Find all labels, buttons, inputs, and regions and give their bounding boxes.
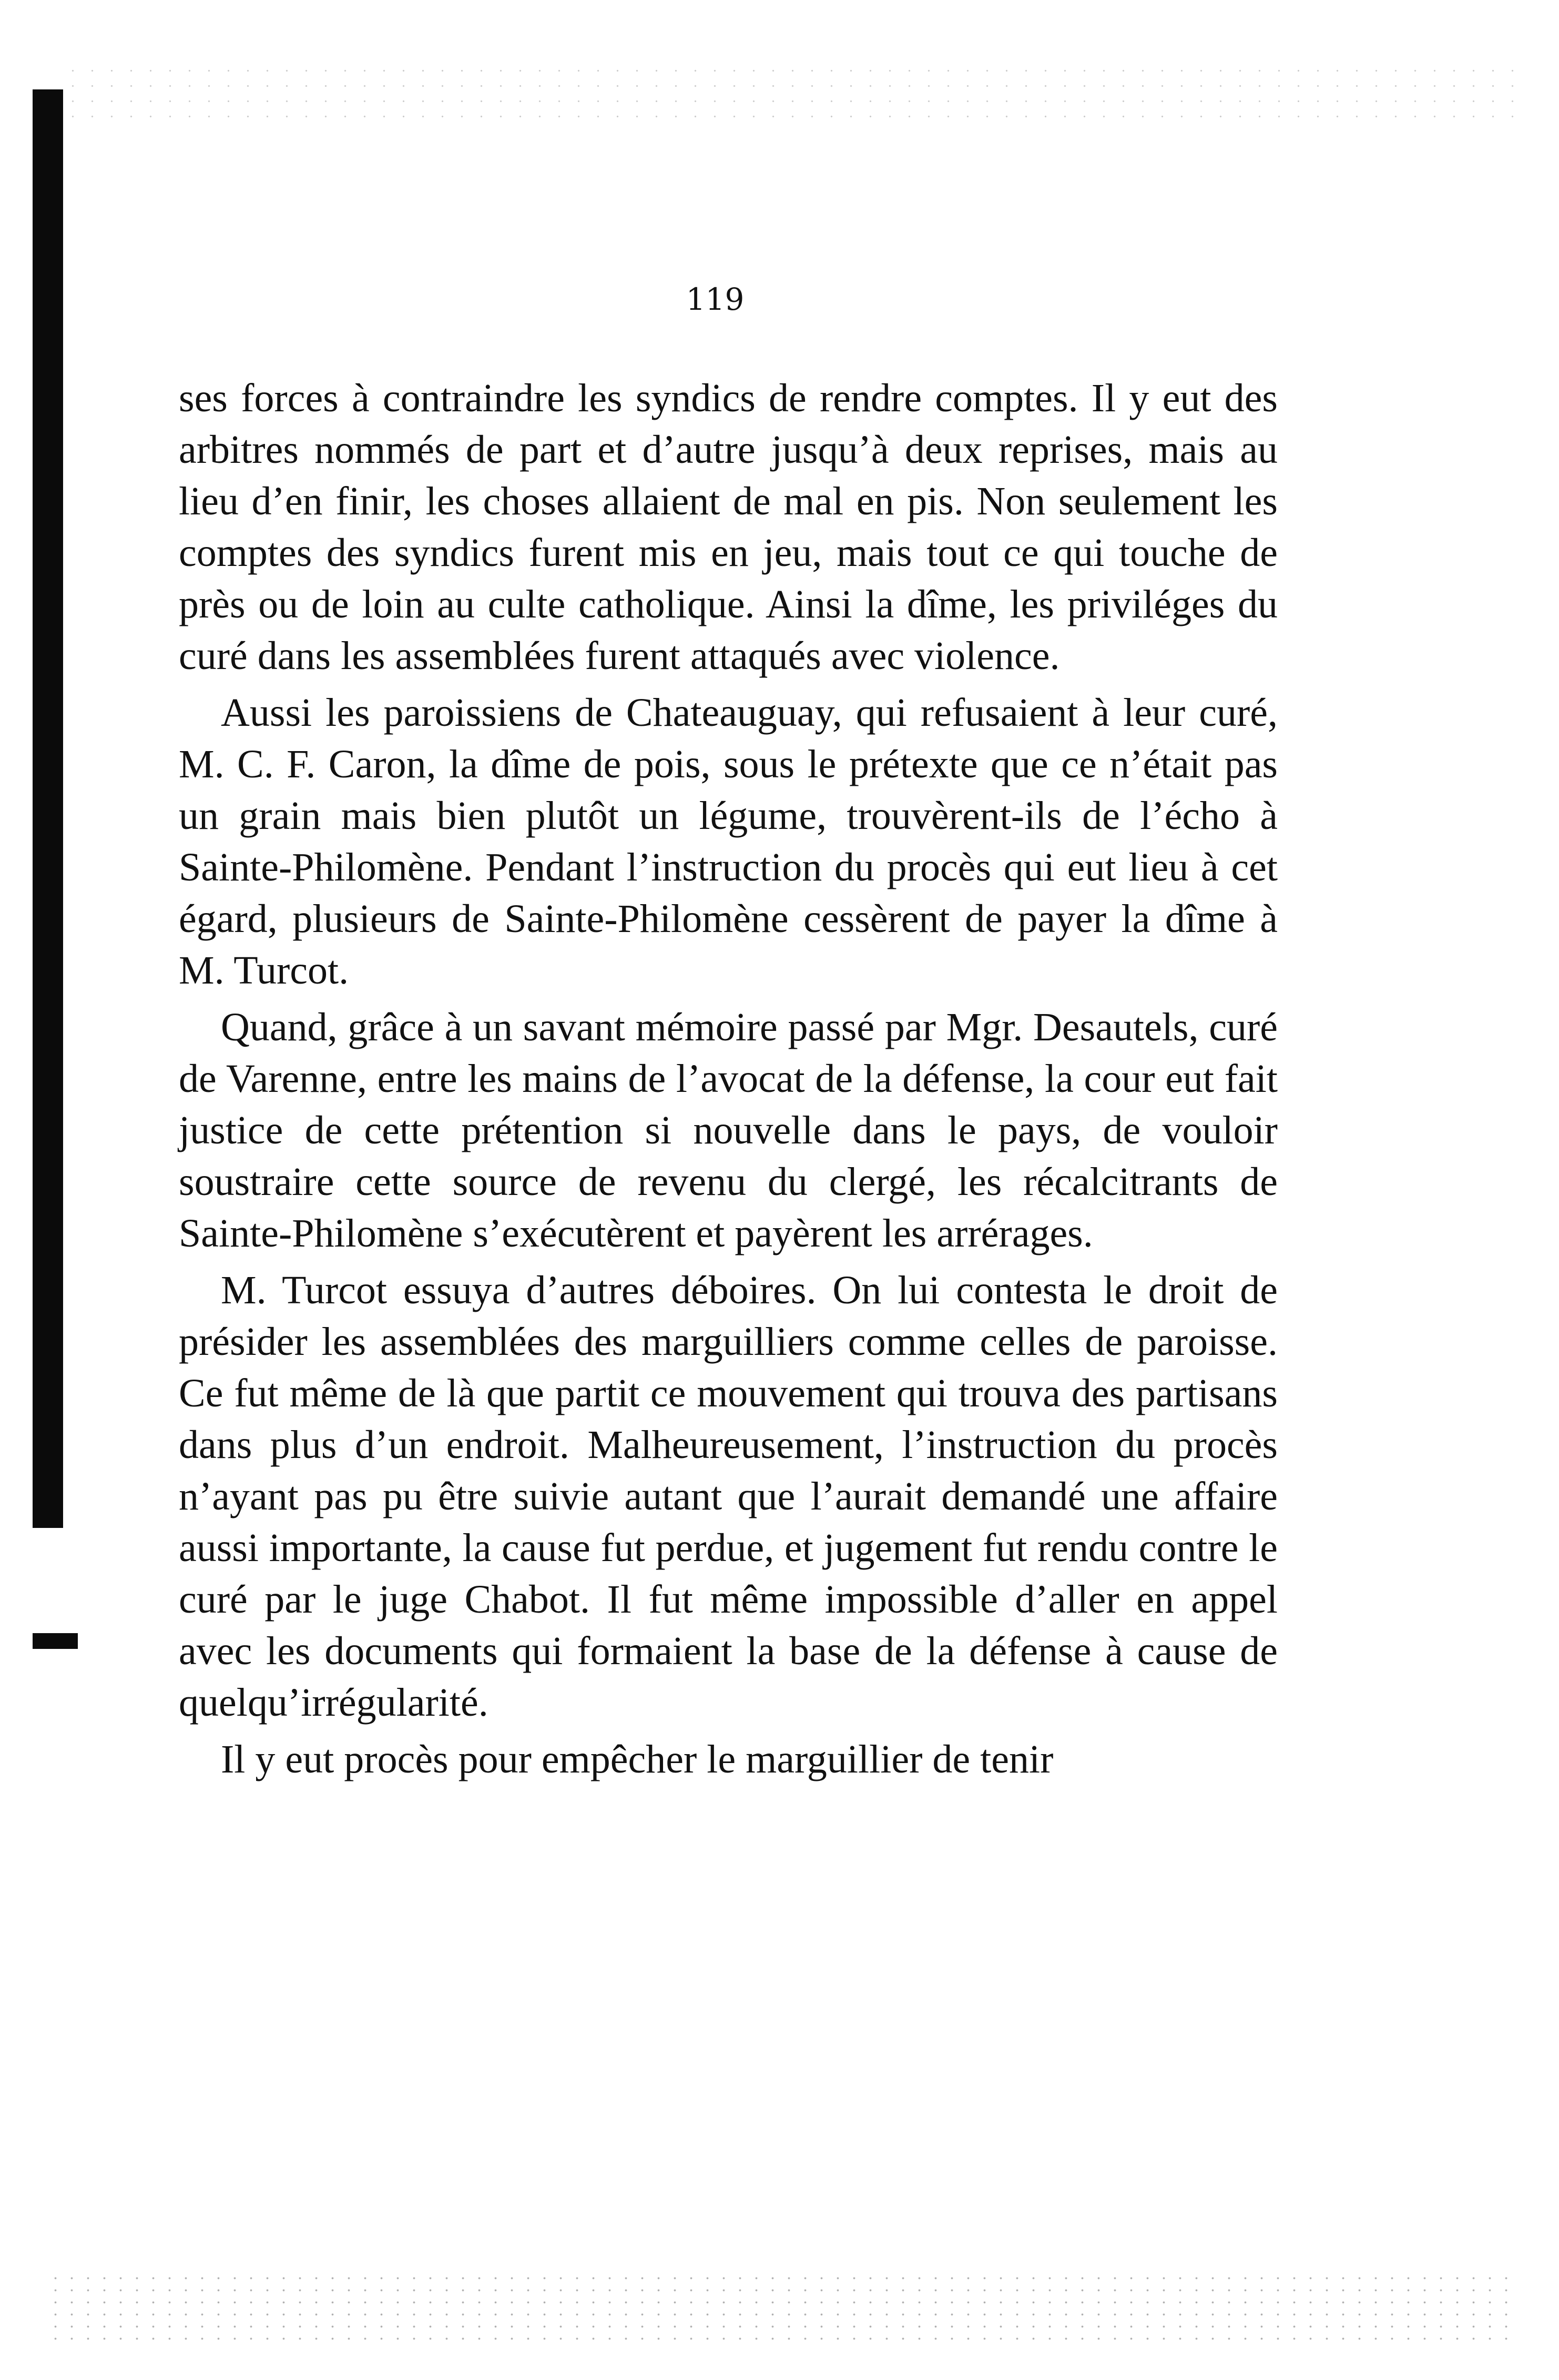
- page-number: 119: [686, 281, 745, 317]
- scan-speckle-top: [63, 63, 1514, 126]
- binding-mark: [33, 1633, 78, 1649]
- paragraph-2: Aussi les paroissiens de Chateauguay, qui refusaient à leur curé, M. C. F. Caron, la dîme de pois, sous le prétexte que ce n’était pas un grain mais bien plutôt un légume, trouvèrent-ils de l’écho à Sainte-Philomène. Pendant l’instruction du procès qui eut lieu à cet égard, plusieurs de Sainte-Philomène cessèrent de payer la dîme à M. Turcot.: [179, 691, 1278, 992]
- scan-speckle-bottom: [47, 2272, 1514, 2346]
- paragraph-3: Quand, grâce à un savant mémoire passé par Mgr. Desautels, curé de Varenne, entre les mains de l’avocat de la défense, la cour eut fait justice de cette prétention si nouvelle dans le pays, de vouloir soustraire cette source de revenu du clergé, les récalcitrants de Sainte-Philomène s’exécutèrent et payèrent les arrérages.: [179, 1005, 1278, 1255]
- binding-edge: [33, 89, 63, 1528]
- paragraph-1: ses forces à contraindre les syndics de rendre comptes. Il y eut des arbitres nommés de part et d’autre jusqu’à deux reprises, mais au lieu d’en finir, les choses allaient de mal en pis. Non seulement les comptes des syndics furent mis en jeu, mais tout ce qui touche de près ou de loin au culte catholique. Ainsi la dîme, les priviléges du curé dans les assemblées furent attaqués avec violence.: [179, 376, 1278, 678]
- paragraph-5: Il y eut procès pour empêcher le marguillier de tenir: [221, 1737, 1054, 1781]
- paragraph-4: M. Turcot essuya d’autres déboires. On lui contesta le droit de présider les assemblées des marguilliers comme celles de paroisse. Ce fut même de là que partit ce mouvement qui trouva des partisans dans plus d’un endroit. Malheureusement, l’instruction du procès n’ayant pas pu être suivie autant que l’aurait demandé une affaire aussi importante, la cause fut perdue, et jugement fut rendu contre le curé par le juge Chabot. Il fut même impossible d’aller en appel avec les documents qui formaient la base de la défense à cause de quelqu’irrégularité.: [179, 1268, 1278, 1725]
- body-text: [179, 372, 1278, 1790]
